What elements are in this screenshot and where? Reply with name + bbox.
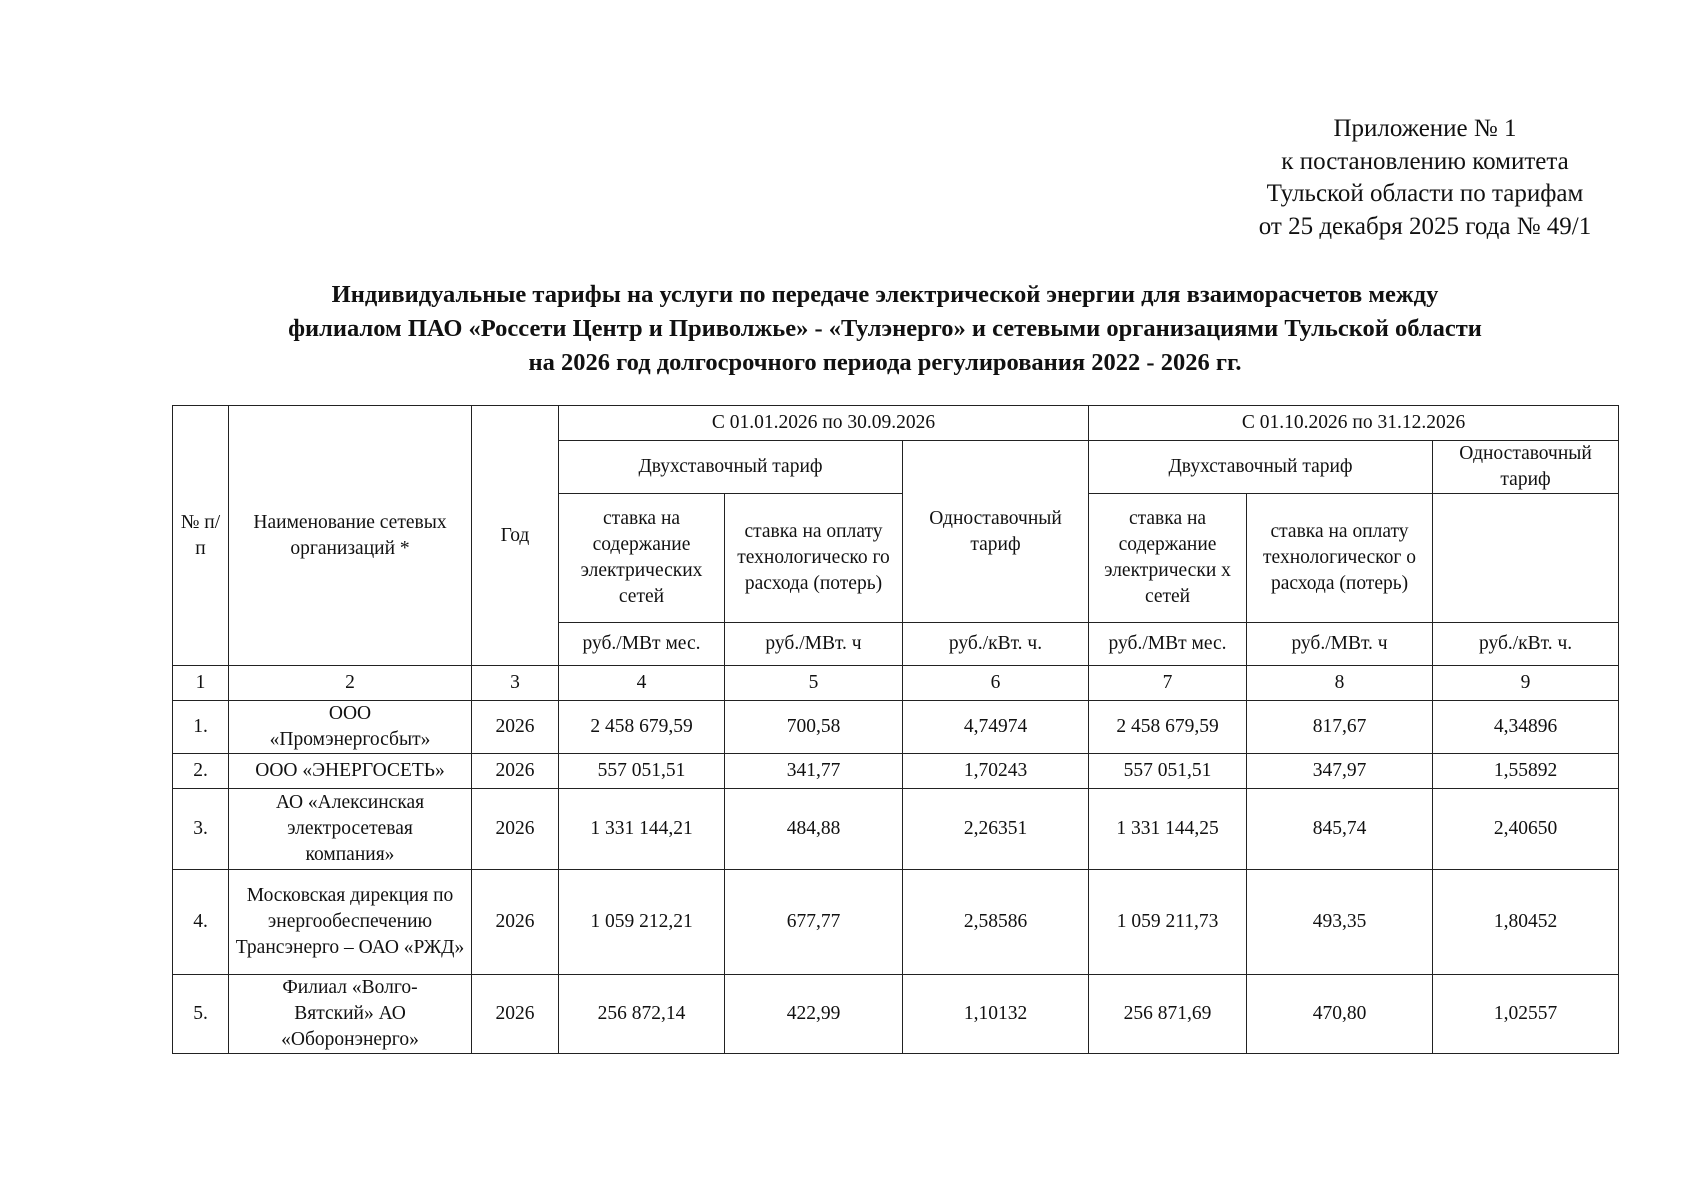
row-num: 1. xyxy=(173,701,229,754)
row-cell: 2 458 679,59 xyxy=(559,701,725,754)
title-line-3: на 2026 год долгосрочного периода регулирования 2022 - 2026 гг. xyxy=(528,349,1242,376)
row-name: ООО «ЭНЕРГОСЕТЬ» xyxy=(229,754,472,789)
row-cell: 256 871,69 xyxy=(1089,975,1247,1054)
appendix-header xyxy=(1100,113,1697,243)
appendix-line-4: от 25 декабря 2025 года № 49/1 xyxy=(1258,212,1592,240)
column-number: 4 xyxy=(559,666,725,701)
row-cell: 1 331 144,21 xyxy=(559,789,725,870)
column-number: 9 xyxy=(1433,666,1619,701)
row-cell: 484,88 xyxy=(725,789,903,870)
header-grid-rate-2: ставка на содержание электрически х сетей xyxy=(1089,494,1247,623)
row-cell: 2,40650 xyxy=(1433,789,1619,870)
column-number: 8 xyxy=(1247,666,1433,701)
row-num: 3. xyxy=(173,789,229,870)
row-cell: 557 051,51 xyxy=(1089,754,1247,789)
appendix-line-3: Тульской области по тарифам xyxy=(1266,180,1584,207)
unit-cell: руб./МВт мес. xyxy=(1089,623,1247,666)
row-cell: 1 059 212,21 xyxy=(559,870,725,975)
column-number: 7 xyxy=(1089,666,1247,701)
row-cell: 493,35 xyxy=(1247,870,1433,975)
row-name: Московская дирекция по энергообеспечению Трансэнерго – ОАО «РЖД» xyxy=(229,870,472,975)
unit-cell: руб./МВт. ч xyxy=(725,623,903,666)
row-year: 2026 xyxy=(472,701,559,754)
header-empty-cell xyxy=(1433,494,1619,623)
row-cell: 557 051,51 xyxy=(559,754,725,789)
row-cell: 1,10132 xyxy=(903,975,1089,1054)
row-cell: 2,26351 xyxy=(903,789,1089,870)
row-cell: 1,70243 xyxy=(903,754,1089,789)
row-cell: 845,74 xyxy=(1247,789,1433,870)
column-number: 5 xyxy=(725,666,903,701)
row-year: 2026 xyxy=(472,975,559,1054)
header-period-1: С 01.01.2026 по 30.09.2026 xyxy=(559,406,1089,441)
column-number: 6 xyxy=(903,666,1089,701)
row-cell: 817,67 xyxy=(1247,701,1433,754)
header-two-rate-1: Двухставочный тариф xyxy=(559,441,903,494)
header-grid-rate-1: ставка на содержание электрических сетей xyxy=(559,494,725,623)
title-line-1: Индивидуальные тарифы на услуги по передаче электрической энергии для взаиморасчетов между xyxy=(331,281,1439,308)
header-two-rate-2: Двухставочный тариф xyxy=(1089,441,1433,494)
row-cell: 256 872,14 xyxy=(559,975,725,1054)
row-cell: 4,74974 xyxy=(903,701,1089,754)
table-row xyxy=(173,870,1619,975)
table-row xyxy=(173,701,1619,754)
row-name: Филиал «Волго-Вятский» АО «Оборонэнерго» xyxy=(229,975,472,1054)
row-cell: 1 331 144,25 xyxy=(1089,789,1247,870)
column-number: 2 xyxy=(229,666,472,701)
unit-cell: руб./кВт. ч. xyxy=(903,623,1089,666)
unit-cell: руб./МВт. ч xyxy=(1247,623,1433,666)
tariff-table xyxy=(172,405,1619,1054)
row-num: 2. xyxy=(173,754,229,789)
row-cell: 1,55892 xyxy=(1433,754,1619,789)
row-year: 2026 xyxy=(472,789,559,870)
row-cell: 4,34896 xyxy=(1433,701,1619,754)
column-number-row xyxy=(173,666,1619,701)
title-line-2: филиалом ПАО «Россети Центр и Приволжье» - «Тулэнерго» и сетевыми организациями Тульской области xyxy=(288,315,1482,342)
header-loss-rate-2: ставка на оплату технологическог о расхода (потерь) xyxy=(1247,494,1433,623)
header-period-2: С 01.10.2026 по 31.12.2026 xyxy=(1089,406,1619,441)
row-cell: 2 458 679,59 xyxy=(1089,701,1247,754)
row-cell: 1 059 211,73 xyxy=(1089,870,1247,975)
row-num: 5. xyxy=(173,975,229,1054)
header-name: Наименование сетевых организаций * xyxy=(229,406,472,666)
header-loss-rate-1: ставка на оплату технологическо го расхода (потерь) xyxy=(725,494,903,623)
row-name: ООО «Промэнергосбыт» xyxy=(229,701,472,754)
table-row xyxy=(173,789,1619,870)
unit-cell: руб./МВт мес. xyxy=(559,623,725,666)
document-title xyxy=(140,278,1630,380)
header-num: № п/п xyxy=(173,406,229,666)
row-cell: 470,80 xyxy=(1247,975,1433,1054)
row-year: 2026 xyxy=(472,870,559,975)
row-cell: 2,58586 xyxy=(903,870,1089,975)
unit-cell: руб./кВт. ч. xyxy=(1433,623,1619,666)
row-cell: 347,97 xyxy=(1247,754,1433,789)
column-number: 3 xyxy=(472,666,559,701)
row-cell: 1,02557 xyxy=(1433,975,1619,1054)
row-cell: 700,58 xyxy=(725,701,903,754)
row-year: 2026 xyxy=(472,754,559,789)
row-num: 4. xyxy=(173,870,229,975)
row-cell: 422,99 xyxy=(725,975,903,1054)
row-name: АО «Алексинская электросетевая компания» xyxy=(229,789,472,870)
row-cell: 341,77 xyxy=(725,754,903,789)
header-single-rate-2: Одноставочный тариф xyxy=(1433,441,1619,494)
row-cell: 677,77 xyxy=(725,870,903,975)
header-single-rate-1: Одноставочный тариф xyxy=(903,441,1089,623)
appendix-line-1: Приложение № 1 xyxy=(1333,115,1517,142)
column-number: 1 xyxy=(173,666,229,701)
table-row xyxy=(173,754,1619,789)
table-row xyxy=(173,975,1619,1054)
header-year: Год xyxy=(472,406,559,666)
row-cell: 1,80452 xyxy=(1433,870,1619,975)
appendix-line-2: к постановлению комитета xyxy=(1281,147,1569,175)
